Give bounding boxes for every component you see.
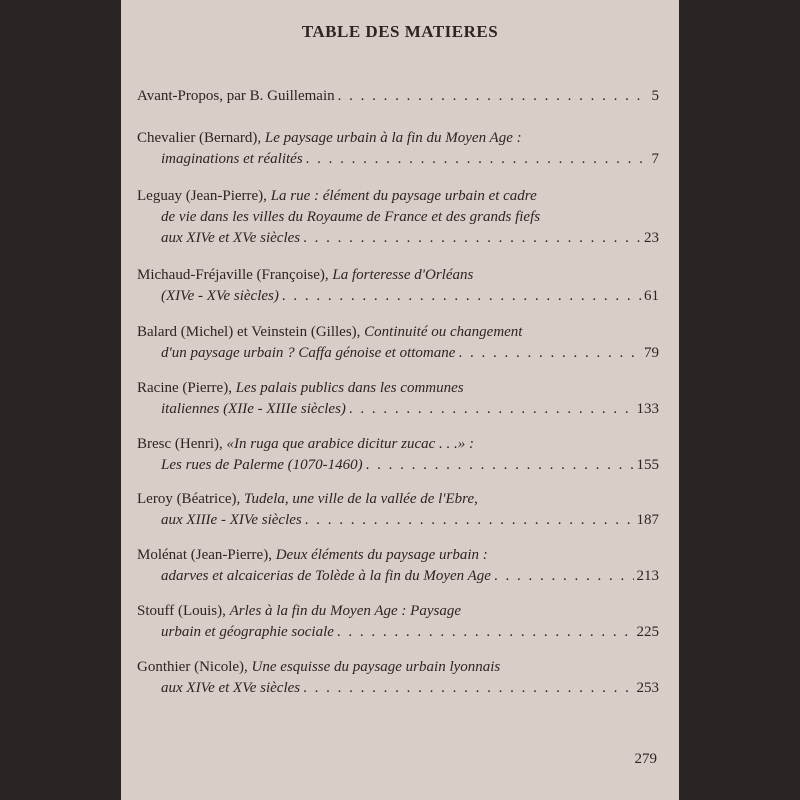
entry-title: Une esquisse du paysage urbain lyonnais [251, 659, 501, 675]
entry-title: aux XIVe et XVe siècles [161, 230, 301, 246]
entry-title: La rue : élément du paysage urbain et cadre [270, 188, 537, 204]
toc-entry-line [137, 399, 659, 420]
entry-page: 155 [636, 457, 659, 473]
entry-title: d'un paysage urbain ? Caffa génoise et ottomane [161, 345, 456, 361]
entry-title: Le paysage urbain à la fin du Moyen Age : [264, 130, 522, 146]
entry-author: Racine (Pierre), [137, 380, 236, 396]
entry-title: de vie dans les villes du Royaume de France et des grands fiefs [161, 209, 541, 225]
toc-entry-line [137, 265, 659, 286]
dot-leader [303, 678, 633, 699]
dot-leader [303, 228, 641, 249]
entry-page: 213 [636, 568, 659, 584]
dot-leader [458, 343, 641, 364]
dot-leader [282, 286, 641, 307]
toc-entry-line [137, 322, 659, 343]
toc-entry [137, 378, 659, 420]
entry-author: Avant-Propos, par B. Guillemain [137, 88, 335, 104]
toc-entry-line [137, 622, 659, 643]
entry-page: 133 [636, 401, 659, 417]
toc-entry-line [137, 228, 659, 249]
dot-leader [306, 149, 649, 170]
entry-page: 23 [644, 230, 659, 246]
entry-author: Leguay (Jean-Pierre), [137, 188, 271, 204]
entry-title: aux XIIIe - XIVe siècles [161, 512, 302, 528]
toc-entry [137, 434, 659, 476]
entry-title: Arles à la fin du Moyen Age : Paysage [229, 603, 461, 619]
toc-entry-line [137, 207, 659, 228]
entry-page: 253 [636, 680, 659, 696]
entry-page: 61 [644, 288, 659, 304]
page-title: TABLE DES MATIERES [301, 22, 499, 41]
toc-entry-line [137, 86, 659, 107]
book-page [121, 0, 679, 800]
entry-title: «In ruga que arabice dicitur zucac . . .» : [226, 436, 475, 452]
toc-entry-line [137, 657, 659, 678]
toc-entry-line [137, 678, 659, 699]
entry-page: 225 [636, 624, 659, 640]
entry-page: 79 [644, 345, 659, 361]
entry-page: 187 [636, 512, 659, 528]
toc-entry-line [137, 149, 659, 170]
toc-entry [137, 657, 659, 699]
toc-entry-line [137, 186, 659, 207]
toc-entry-line [137, 378, 659, 399]
toc-entry-line [137, 455, 659, 476]
toc-entry-line [137, 489, 659, 510]
entry-title: italiennes (XIIe - XIIIe siècles) [161, 401, 346, 417]
page-number: 279 [634, 751, 657, 767]
toc-entry [137, 322, 659, 364]
toc-entry [137, 489, 659, 531]
entry-author: Gonthier (Nicole), [137, 659, 252, 675]
entry-title: Les palais publics dans les communes [235, 380, 464, 396]
toc-entry [137, 265, 659, 307]
toc-entry-line [137, 343, 659, 364]
toc-entry [137, 86, 659, 107]
entry-title: imaginations et réalités [161, 151, 303, 167]
toc-entry-line [137, 434, 659, 455]
entry-page: 7 [651, 151, 659, 167]
entry-author: Chevalier (Bernard), [137, 130, 265, 146]
dot-leader [494, 566, 634, 587]
toc-entry [137, 186, 659, 249]
entry-author: Balard (Michel) et Veinstein (Gilles), [137, 324, 365, 340]
entry-title: urbain et géographie sociale [161, 624, 334, 640]
entry-title: (XIVe - XVe siècles) [161, 288, 279, 304]
entry-author: Molénat (Jean-Pierre), [137, 547, 276, 563]
toc-entry-line [137, 510, 659, 531]
toc-entry-line [137, 128, 659, 149]
entry-author: Michaud-Fréjaville (Françoise), [137, 267, 333, 283]
entry-title: aux XIVe et XVe siècles [161, 680, 301, 696]
entry-author: Stouff (Louis), [137, 603, 230, 619]
entry-page: 5 [651, 88, 659, 104]
entry-title: Continuité ou changement [364, 324, 523, 340]
entry-title: Tudela, une ville de la vallée de l'Ebre, [244, 491, 478, 507]
dot-leader [305, 510, 634, 531]
toc-entry [137, 601, 659, 643]
toc-entry [137, 128, 659, 170]
dot-leader [349, 399, 634, 420]
toc-entry-line [137, 286, 659, 307]
entry-author: Bresc (Henri), [137, 436, 227, 452]
toc-entry-line [137, 545, 659, 566]
dot-leader [366, 455, 634, 476]
dot-leader [338, 86, 649, 107]
toc-entry-line [137, 601, 659, 622]
toc-entry [137, 545, 659, 587]
dot-leader [337, 622, 634, 643]
entry-title: La forteresse d'Orléans [332, 267, 474, 283]
entry-title: Deux éléments du paysage urbain : [275, 547, 488, 563]
entry-title: Les rues de Palerme (1070-1460) [161, 457, 363, 473]
entry-title: adarves et alcaicerias de Tolède à la fin du Moyen Age [161, 568, 491, 584]
entry-author: Leroy (Béatrice), [137, 491, 245, 507]
toc-entry-line [137, 566, 659, 587]
